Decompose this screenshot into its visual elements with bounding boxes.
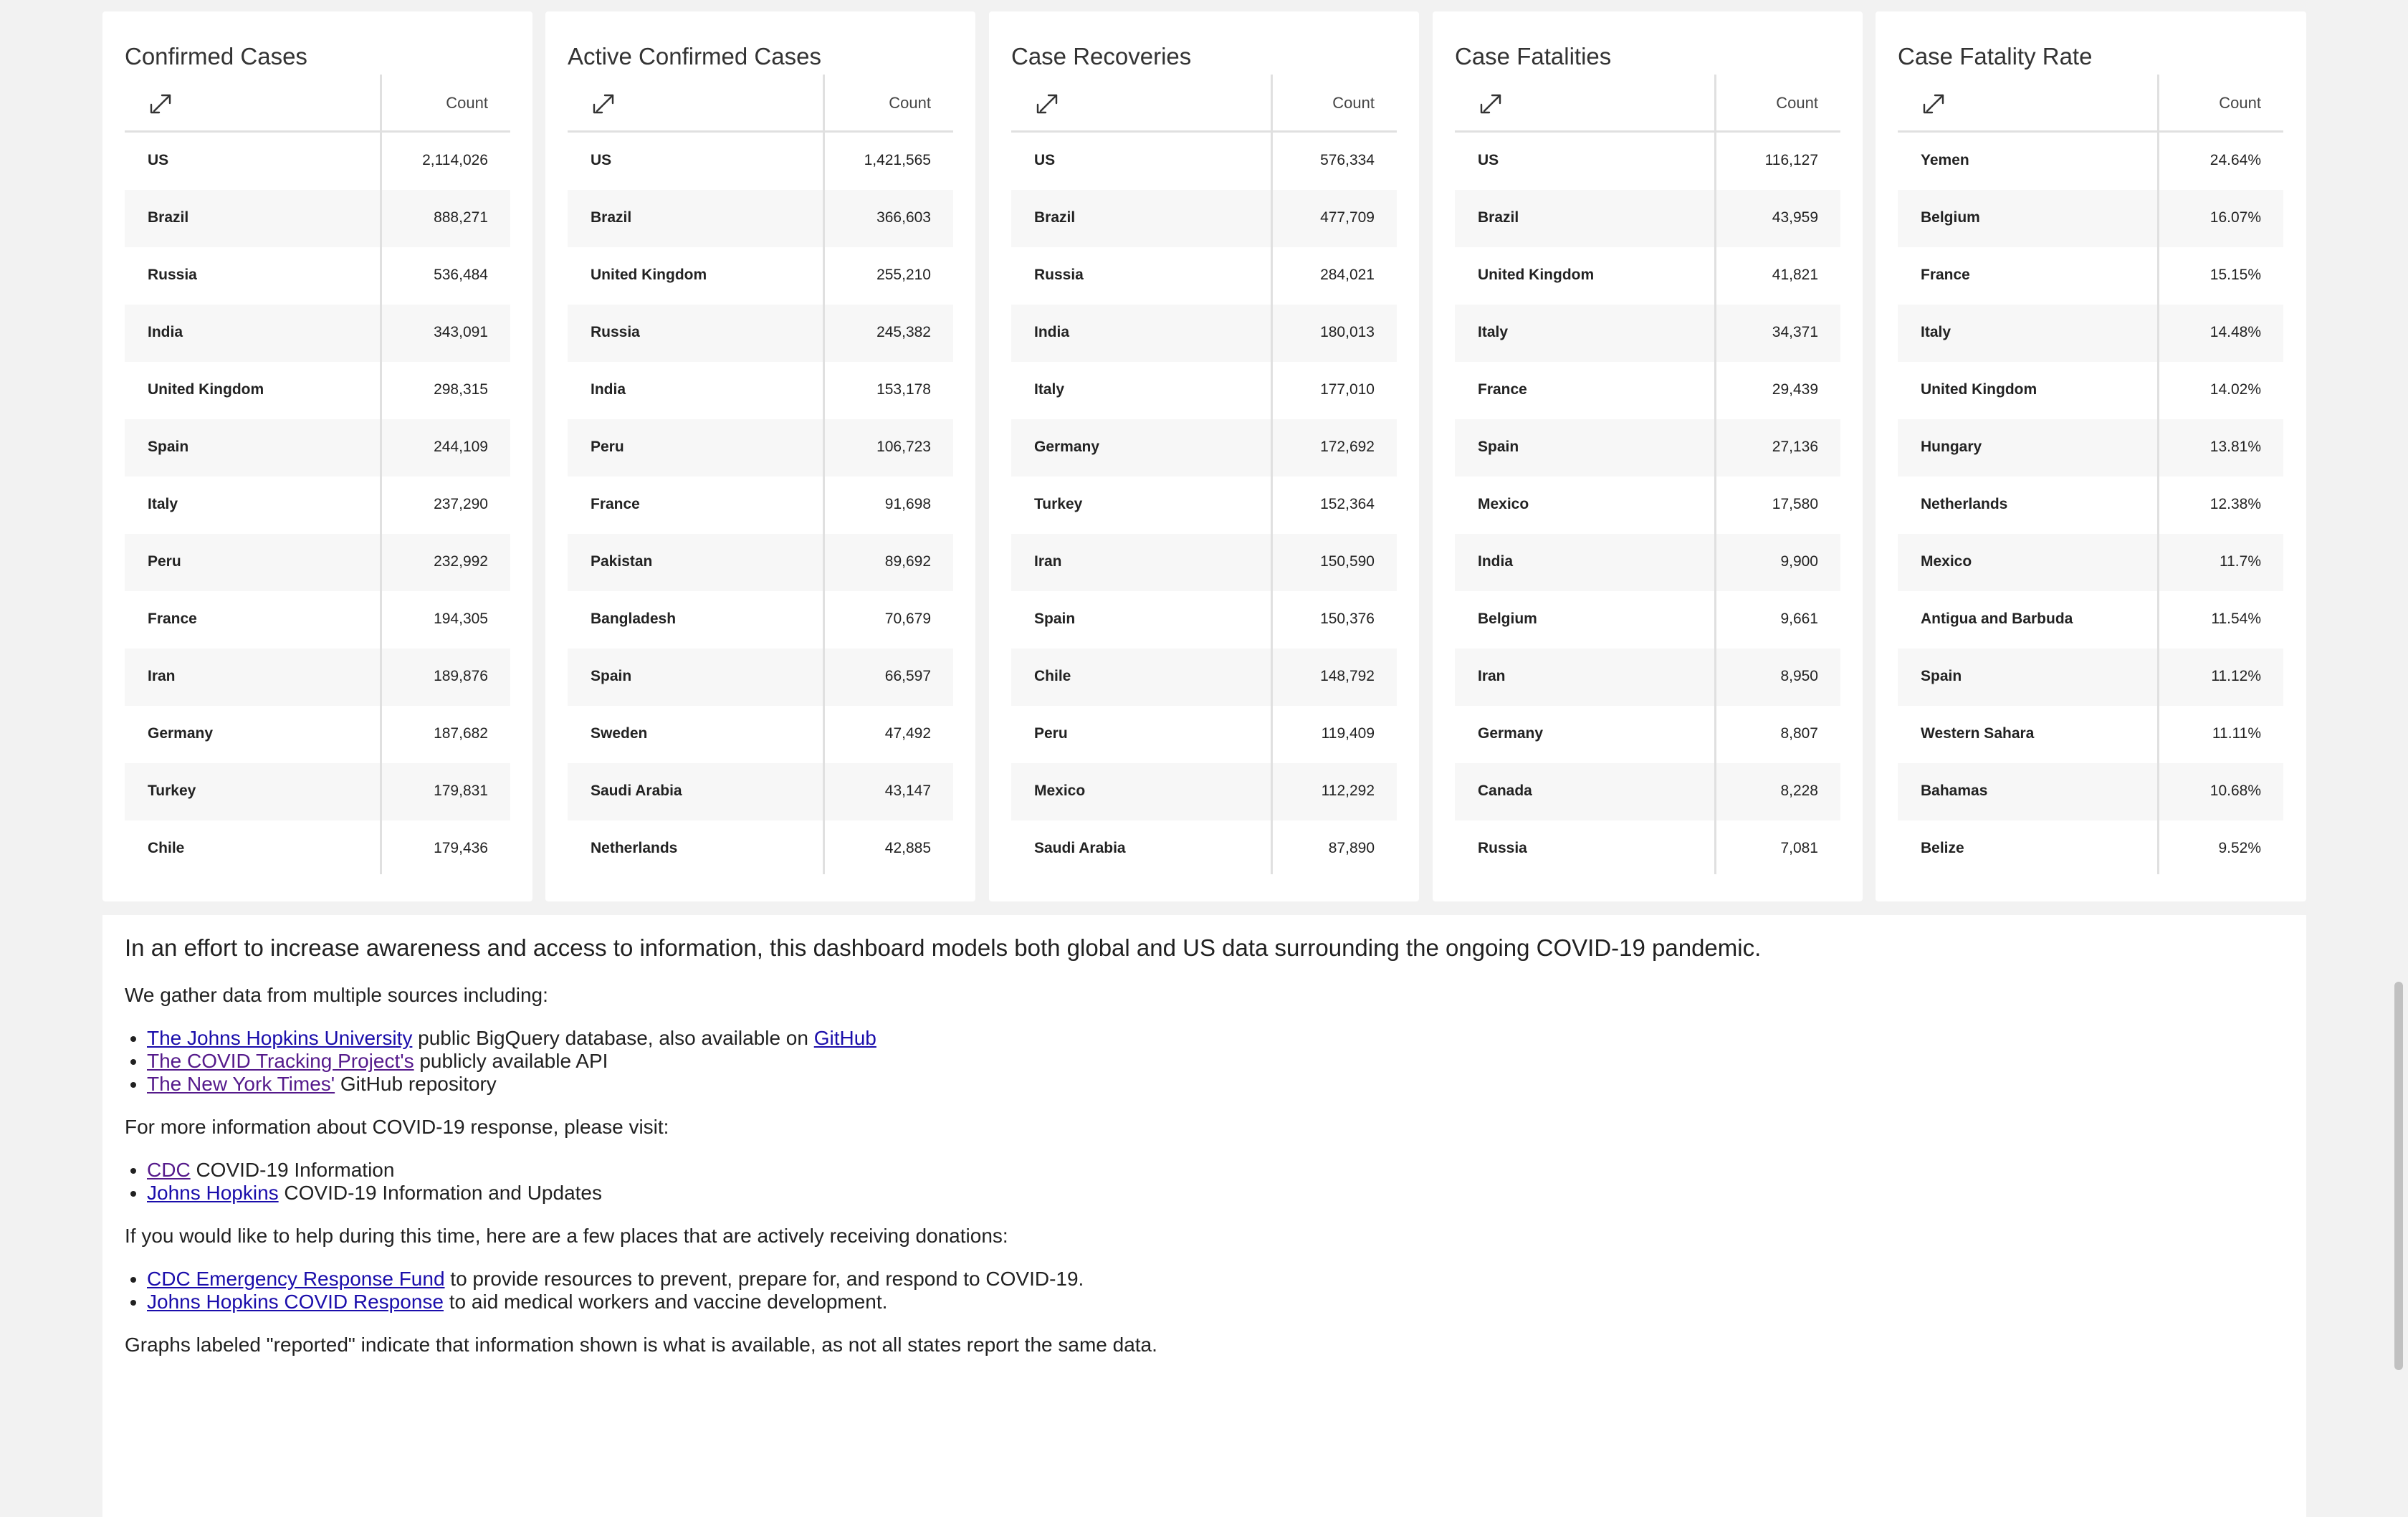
table-row[interactable] [1898, 362, 2283, 419]
count-cell: 888,271 [434, 209, 488, 226]
table-row[interactable] [1011, 706, 1397, 763]
column-divider [2157, 133, 2159, 874]
table-body [1455, 133, 1840, 874]
count-cell: 179,436 [434, 840, 488, 856]
country-cell: Saudi Arabia [591, 783, 682, 799]
count-cell: 576,334 [1320, 152, 1375, 168]
card-case-fatality-rate [1876, 11, 2306, 901]
country-cell: US [1478, 152, 1499, 168]
table-row[interactable] [1011, 305, 1397, 362]
table-row[interactable] [568, 133, 953, 190]
count-cell: 29,439 [1772, 381, 1818, 398]
count-cell: 27,136 [1772, 439, 1818, 455]
count-cell: 298,315 [434, 381, 488, 398]
data-table [1898, 75, 2283, 874]
table-row[interactable] [1898, 190, 2283, 247]
country-cell: India [1478, 553, 1514, 570]
country-cell: Turkey [148, 783, 196, 799]
donate-heading: If you would like to help during this time, here are a few places that are actively receiving donations: [125, 1224, 1008, 1247]
list-item-text: COVID-19 Information [190, 1158, 395, 1181]
table-row[interactable] [1898, 820, 2283, 874]
country-cell: India [1034, 324, 1070, 340]
sort-icon[interactable] [589, 89, 618, 118]
column-divider [1271, 133, 1273, 874]
count-cell: 10.68% [2209, 783, 2261, 799]
table-row[interactable] [1455, 477, 1840, 534]
count-cell: 232,992 [434, 553, 488, 570]
data-table [1011, 75, 1397, 874]
table-row[interactable] [125, 763, 510, 820]
table-row[interactable] [568, 362, 953, 419]
count-cell: 284,021 [1320, 267, 1375, 283]
country-cell: Mexico [1034, 783, 1086, 799]
data-table [1455, 75, 1840, 874]
table-row[interactable] [1898, 419, 2283, 477]
list-item [147, 1050, 2284, 1073]
table-row[interactable] [568, 591, 953, 649]
table-row[interactable] [1898, 706, 2283, 763]
table-row[interactable] [1011, 534, 1397, 591]
country-cell: Peru [1034, 725, 1068, 742]
count-cell: 70,679 [884, 611, 931, 627]
country-cell: Italy [1478, 324, 1509, 340]
country-cell: Peru [148, 553, 181, 570]
country-cell: Belgium [1921, 209, 1980, 226]
country-cell: France [148, 611, 197, 627]
country-cell: Sweden [591, 725, 648, 742]
column-divider [380, 133, 382, 874]
count-cell: 366,603 [876, 209, 931, 226]
count-cell: 148,792 [1320, 668, 1375, 684]
table-header [1898, 75, 2283, 133]
country-cell: Russia [148, 267, 197, 283]
list-item [147, 1159, 2284, 1182]
table-row[interactable] [1898, 591, 2283, 649]
country-cell: Iran [148, 668, 176, 684]
count-cell: 41,821 [1772, 267, 1818, 283]
count-cell: 179,831 [434, 783, 488, 799]
table-row[interactable] [568, 763, 953, 820]
table-row[interactable] [125, 419, 510, 477]
country-cell: Belize [1921, 840, 1964, 856]
list-item-text: to provide resources to prevent, prepare for, and respond to COVID-19. [444, 1268, 1084, 1291]
table-body [125, 133, 510, 874]
country-cell: Spain [591, 668, 632, 684]
table-row[interactable] [1011, 247, 1397, 305]
country-cell: India [148, 324, 183, 340]
count-column-header[interactable]: Count [1776, 94, 1818, 112]
table-row[interactable] [1011, 419, 1397, 477]
list-item [147, 1268, 2284, 1291]
country-cell: Spain [1478, 439, 1519, 455]
country-cell: US [1034, 152, 1056, 168]
table-row[interactable] [1898, 649, 2283, 706]
table-row[interactable] [1011, 477, 1397, 534]
country-cell: Germany [148, 725, 214, 742]
table-row[interactable] [125, 649, 510, 706]
count-cell: 8,807 [1780, 725, 1818, 742]
country-cell: Pakistan [591, 553, 653, 570]
country-cell: Iran [1478, 668, 1506, 684]
count-cell: 255,210 [876, 267, 931, 283]
count-cell: 11.7% [2220, 553, 2261, 570]
count-cell: 177,010 [1320, 381, 1375, 398]
sources-heading: We gather data from multiple sources including: [125, 983, 548, 1006]
list-item-text: COVID-19 Information and Updates [278, 1181, 602, 1204]
card-case-recoveries [989, 11, 1419, 901]
country-cell: United Kingdom [1478, 267, 1595, 283]
count-cell: 9,900 [1780, 553, 1818, 570]
table-row[interactable] [1898, 477, 2283, 534]
count-cell: 180,013 [1320, 324, 1375, 340]
github-link[interactable]: GitHub [813, 1026, 876, 1049]
data-table [568, 75, 953, 874]
nytimes-link[interactable]: The New York Times' [147, 1072, 335, 1095]
sort-icon[interactable] [1033, 89, 1061, 118]
count-cell: 106,723 [876, 439, 931, 455]
count-column-header[interactable]: Count [446, 94, 488, 112]
table-row[interactable] [125, 247, 510, 305]
table-row[interactable] [568, 706, 953, 763]
table-row[interactable] [1011, 820, 1397, 874]
data-table [125, 75, 510, 874]
list-item-text: to aid medical workers and vaccine development. [443, 1291, 888, 1313]
card-active-confirmed-cases [545, 11, 975, 901]
count-cell: 477,709 [1320, 209, 1375, 226]
country-cell: Germany [1034, 439, 1100, 455]
count-cell: 244,109 [434, 439, 488, 455]
count-cell: 189,876 [434, 668, 488, 684]
count-cell: 2,114,026 [422, 152, 488, 168]
country-cell: Chile [1034, 668, 1071, 684]
jh-covid-response-link[interactable]: Johns Hopkins COVID Response [147, 1291, 444, 1313]
count-cell: 11.12% [2211, 668, 2261, 684]
count-column-header[interactable]: Count [2219, 94, 2261, 112]
table-row[interactable] [125, 305, 510, 362]
table-row[interactable] [1455, 591, 1840, 649]
card-case-fatalities [1433, 11, 1863, 901]
scrollbar-thumb[interactable] [2394, 982, 2403, 1370]
table-body [568, 133, 953, 874]
list-item-text: publicly available API [414, 1049, 608, 1072]
table-header [568, 75, 953, 133]
count-cell: 1,421,565 [864, 152, 931, 168]
country-cell: US [148, 152, 169, 168]
count-cell: 14.02% [2209, 381, 2261, 398]
column-divider [380, 75, 382, 130]
count-cell: 536,484 [434, 267, 488, 283]
count-cell: 152,364 [1320, 496, 1375, 512]
country-cell: France [591, 496, 640, 512]
country-cell: Hungary [1921, 439, 1982, 455]
count-cell: 47,492 [884, 725, 931, 742]
donations-list [125, 1268, 2284, 1313]
count-cell: 237,290 [434, 496, 488, 512]
table-row[interactable] [1455, 820, 1840, 874]
country-cell: Brazil [1034, 209, 1076, 226]
more-info-heading: For more information about COVID-19 response, please visit: [125, 1115, 669, 1138]
count-cell: 43,959 [1772, 209, 1818, 226]
table-row[interactable] [1898, 763, 2283, 820]
country-cell: Saudi Arabia [1034, 840, 1126, 856]
count-cell: 13.81% [2209, 439, 2261, 455]
count-cell: 17,580 [1772, 496, 1818, 512]
country-cell: Russia [1478, 840, 1527, 856]
list-item [147, 1073, 2284, 1096]
table-row[interactable] [125, 190, 510, 247]
country-cell: Iran [1034, 553, 1062, 570]
country-cell: Russia [1034, 267, 1084, 283]
list-item [147, 1182, 2284, 1205]
count-cell: 9.52% [2218, 840, 2261, 856]
table-row[interactable] [568, 820, 953, 874]
count-cell: 9,661 [1780, 611, 1818, 627]
table-body [1898, 133, 2283, 874]
count-column-header[interactable]: Count [1332, 94, 1375, 112]
country-cell: US [591, 152, 612, 168]
country-cell: Turkey [1034, 496, 1083, 512]
count-cell: 245,382 [876, 324, 931, 340]
table-row[interactable] [1011, 190, 1397, 247]
country-cell: United Kingdom [591, 267, 707, 283]
country-cell: Russia [591, 324, 640, 340]
sort-icon[interactable] [1919, 89, 1948, 118]
sort-icon[interactable] [1476, 89, 1505, 118]
table-row[interactable] [1011, 763, 1397, 820]
count-cell: 150,590 [1320, 553, 1375, 570]
table-row[interactable] [125, 133, 510, 190]
table-row[interactable] [1455, 190, 1840, 247]
table-row[interactable] [1898, 305, 2283, 362]
table-row[interactable] [568, 247, 953, 305]
card-title: Case Fatalities [1455, 43, 1612, 70]
cdc-fund-link[interactable]: CDC Emergency Response Fund [147, 1268, 445, 1291]
country-cell: Germany [1478, 725, 1544, 742]
table-row[interactable] [1455, 362, 1840, 419]
country-cell: France [1921, 267, 1970, 283]
sort-icon[interactable] [146, 89, 175, 118]
country-cell: Brazil [1478, 209, 1519, 226]
list-item [147, 1027, 2284, 1050]
table-header [1455, 75, 1840, 133]
count-cell: 172,692 [1320, 439, 1375, 455]
country-cell: Spain [148, 439, 189, 455]
country-cell: Italy [1034, 381, 1065, 398]
count-cell: 16.07% [2209, 209, 2261, 226]
footnote: Graphs labeled "reported" indicate that information shown is what is available, as not all states report the same data. [125, 1334, 1157, 1356]
country-cell: Western Sahara [1921, 725, 2035, 742]
country-cell: Antigua and Barbuda [1921, 611, 2073, 627]
count-cell: 87,890 [1328, 840, 1375, 856]
card-title: Case Fatality Rate [1898, 43, 2093, 70]
table-row[interactable] [1455, 706, 1840, 763]
country-cell: Netherlands [1921, 496, 2008, 512]
count-cell: 343,091 [434, 324, 488, 340]
table-row[interactable] [1898, 534, 2283, 591]
column-divider [2157, 75, 2159, 130]
country-cell: Mexico [1921, 553, 1972, 570]
count-cell: 150,376 [1320, 611, 1375, 627]
more-info-list [125, 1159, 2284, 1205]
table-header [1011, 75, 1397, 133]
table-body [1011, 133, 1397, 874]
table-row[interactable] [125, 362, 510, 419]
sources-list [125, 1027, 2284, 1096]
card-title: Case Recoveries [1011, 43, 1192, 70]
table-row[interactable] [125, 477, 510, 534]
column-divider [1271, 75, 1273, 130]
country-cell: United Kingdom [148, 381, 264, 398]
table-row[interactable] [1455, 305, 1840, 362]
covid-tracking-link[interactable]: The COVID Tracking Project's [147, 1049, 414, 1072]
about-panel [102, 915, 2306, 1517]
country-cell: Brazil [148, 209, 189, 226]
count-cell: 42,885 [884, 840, 931, 856]
count-cell: 187,682 [434, 725, 488, 742]
count-cell: 194,305 [434, 611, 488, 627]
country-cell: Belgium [1478, 611, 1537, 627]
table-row[interactable] [125, 591, 510, 649]
count-cell: 112,292 [1321, 783, 1375, 799]
table-row[interactable] [1455, 133, 1840, 190]
count-cell: 7,081 [1780, 840, 1818, 856]
table-row[interactable] [568, 649, 953, 706]
count-column-header[interactable]: Count [889, 94, 931, 112]
count-cell: 15.15% [2209, 267, 2261, 283]
table-row[interactable] [1455, 247, 1840, 305]
list-item-text: public BigQuery database, also available on [412, 1026, 814, 1049]
count-cell: 66,597 [884, 668, 931, 684]
country-cell: Canada [1478, 783, 1532, 799]
country-cell: Netherlands [591, 840, 678, 856]
count-cell: 24.64% [2209, 152, 2261, 168]
jhu-link[interactable]: The Johns Hopkins University [147, 1026, 413, 1049]
list-item-text: GitHub repository [335, 1072, 497, 1095]
table-row[interactable] [125, 534, 510, 591]
column-divider [823, 75, 825, 130]
intro-text: In an effort to increase awareness and access to information, this dashboard models both global and US data surrounding the ongoing COVID-19 pandemic. [125, 934, 1762, 961]
table-row[interactable] [1455, 763, 1840, 820]
table-header [125, 75, 510, 133]
table-row[interactable] [1898, 247, 2283, 305]
johns-hopkins-link[interactable]: Johns Hopkins [147, 1181, 279, 1204]
table-row[interactable] [1898, 133, 2283, 190]
count-cell: 11.11% [2212, 725, 2261, 742]
country-cell: Italy [1921, 324, 1951, 340]
table-row[interactable] [1011, 362, 1397, 419]
table-row[interactable] [125, 820, 510, 874]
card-confirmed-cases [102, 11, 532, 901]
country-cell: Mexico [1478, 496, 1529, 512]
count-cell: 116,127 [1764, 152, 1818, 168]
table-row[interactable] [1011, 649, 1397, 706]
country-cell: Spain [1921, 668, 1962, 684]
count-cell: 14.48% [2209, 324, 2261, 340]
country-cell: Bangladesh [591, 611, 677, 627]
count-cell: 43,147 [884, 783, 931, 799]
column-divider [1714, 75, 1716, 130]
table-row[interactable] [568, 419, 953, 477]
table-row[interactable] [1011, 133, 1397, 190]
table-row[interactable] [1011, 591, 1397, 649]
card-title: Active Confirmed Cases [568, 43, 821, 70]
country-cell: United Kingdom [1921, 381, 2037, 398]
table-row[interactable] [568, 534, 953, 591]
country-cell: Brazil [591, 209, 632, 226]
count-cell: 91,698 [884, 496, 931, 512]
count-cell: 89,692 [884, 553, 931, 570]
count-cell: 8,950 [1780, 668, 1818, 684]
country-cell: Yemen [1921, 152, 1969, 168]
column-divider [1714, 133, 1716, 874]
table-row[interactable] [568, 190, 953, 247]
table-row[interactable] [568, 477, 953, 534]
table-row[interactable] [125, 706, 510, 763]
table-row[interactable] [1455, 649, 1840, 706]
country-cell: Italy [148, 496, 178, 512]
list-item [147, 1291, 2284, 1313]
country-cell: Spain [1034, 611, 1076, 627]
count-cell: 119,409 [1321, 725, 1375, 742]
country-cell: India [591, 381, 626, 398]
country-cell: Peru [591, 439, 624, 455]
table-row[interactable] [1455, 534, 1840, 591]
table-row[interactable] [1455, 419, 1840, 477]
cdc-link[interactable]: CDC [147, 1158, 191, 1181]
count-cell: 34,371 [1772, 324, 1818, 340]
count-cell: 153,178 [876, 381, 931, 398]
country-cell: Chile [148, 840, 185, 856]
count-cell: 8,228 [1780, 783, 1818, 799]
country-cell: France [1478, 381, 1527, 398]
country-cell: Bahamas [1921, 783, 1988, 799]
count-cell: 11.54% [2211, 611, 2261, 627]
count-cell: 12.38% [2209, 496, 2261, 512]
card-title: Confirmed Cases [125, 43, 307, 70]
table-row[interactable] [568, 305, 953, 362]
column-divider [823, 133, 825, 874]
